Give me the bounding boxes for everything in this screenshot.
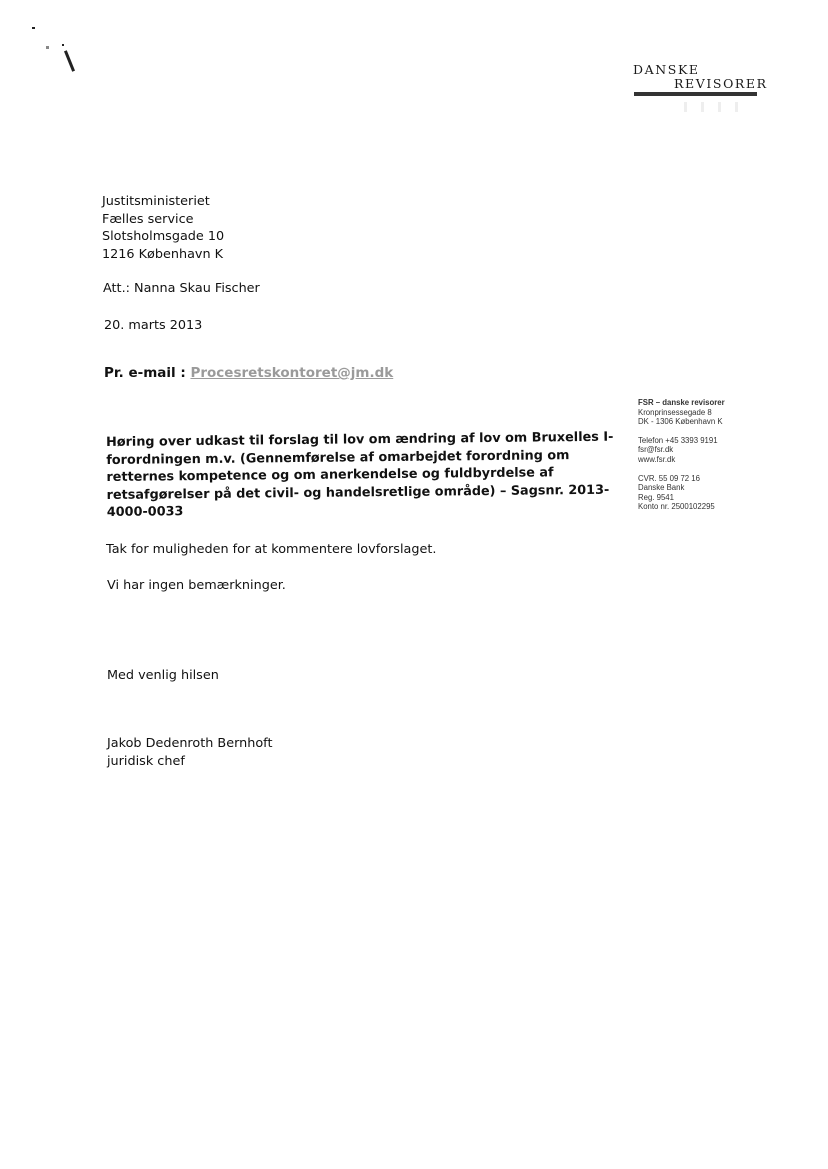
scan-speck — [62, 44, 64, 46]
sender-website[interactable]: www.fsr.dk — [638, 454, 676, 464]
sender-reg: Reg. 9541 — [638, 492, 674, 502]
subject-line: retsafgørelser på det civil- og handelsretlige område) – Sagsnr. 2013- — [106, 482, 610, 503]
sender-bank-group — [638, 474, 725, 512]
recipient-line: Slotsholmsgade 10 — [102, 229, 225, 244]
recipient-address — [102, 193, 224, 263]
sender-address-group — [638, 398, 725, 427]
letter-date: 20. marts 2013 — [104, 318, 203, 333]
body-remarks: Vi har ingen bemærkninger. — [107, 578, 286, 593]
sender-org: FSR – danske revisorer — [638, 398, 725, 407]
sender-account: Konto nr. 2500102295 — [638, 502, 715, 512]
subject-line: forordningen m.v. (Gennemførelse af omarbejdet forordning om — [106, 447, 570, 468]
scan-speck — [46, 46, 49, 49]
logo-line-1: DANSKE — [633, 62, 700, 77]
subject-line: retternes kompetence og om anerkendelse og fuldbyrdelse af — [106, 465, 554, 485]
attention-line: Att.: Nanna Skau Fischer — [103, 281, 260, 296]
email-label: Pr. e-mail : — [104, 365, 186, 381]
sender-email[interactable]: fsr@fsr.dk — [638, 445, 674, 455]
signer-name: Jakob Dedenroth Bernhoft — [107, 736, 273, 751]
signer-title: juridisk chef — [107, 753, 185, 769]
recipient-line: 1216 København K — [102, 246, 224, 262]
scan-speck — [64, 50, 75, 72]
logo-line-2: REVISORER — [674, 76, 768, 91]
logo-bar — [634, 92, 757, 96]
logo-ghost-marks — [684, 102, 744, 112]
subject-heading — [106, 429, 614, 522]
sender-info-sidebar — [638, 398, 725, 521]
recipient-line: Fælles service — [102, 211, 194, 227]
sender-phone: Telefon +45 3393 9191 — [638, 435, 718, 445]
email-link[interactable]: Procesretskontoret@jm.dk — [190, 365, 394, 381]
sender-cvr: CVR. 55 09 72 16 — [638, 473, 700, 483]
sender-address-line: DK - 1306 København K — [638, 417, 723, 427]
subject-line: 4000-0033 — [106, 504, 184, 520]
email-line — [104, 365, 393, 383]
body-thanks: Tak for muligheden for at kommentere lovforslaget. — [106, 542, 437, 557]
subject-line: Høring over udkast til forslag til lov om ændring af lov om Bruxelles I- — [106, 429, 614, 450]
closing-line: Med venlig hilsen — [107, 668, 219, 683]
recipient-line: Justitsministeriet — [102, 194, 210, 209]
scan-speck — [32, 27, 35, 29]
sender-address-line: Kronprinsessegade 8 — [638, 407, 712, 417]
sender-contact-group — [638, 436, 725, 465]
signature-block — [107, 735, 272, 770]
sender-bank: Danske Bank — [638, 483, 685, 493]
